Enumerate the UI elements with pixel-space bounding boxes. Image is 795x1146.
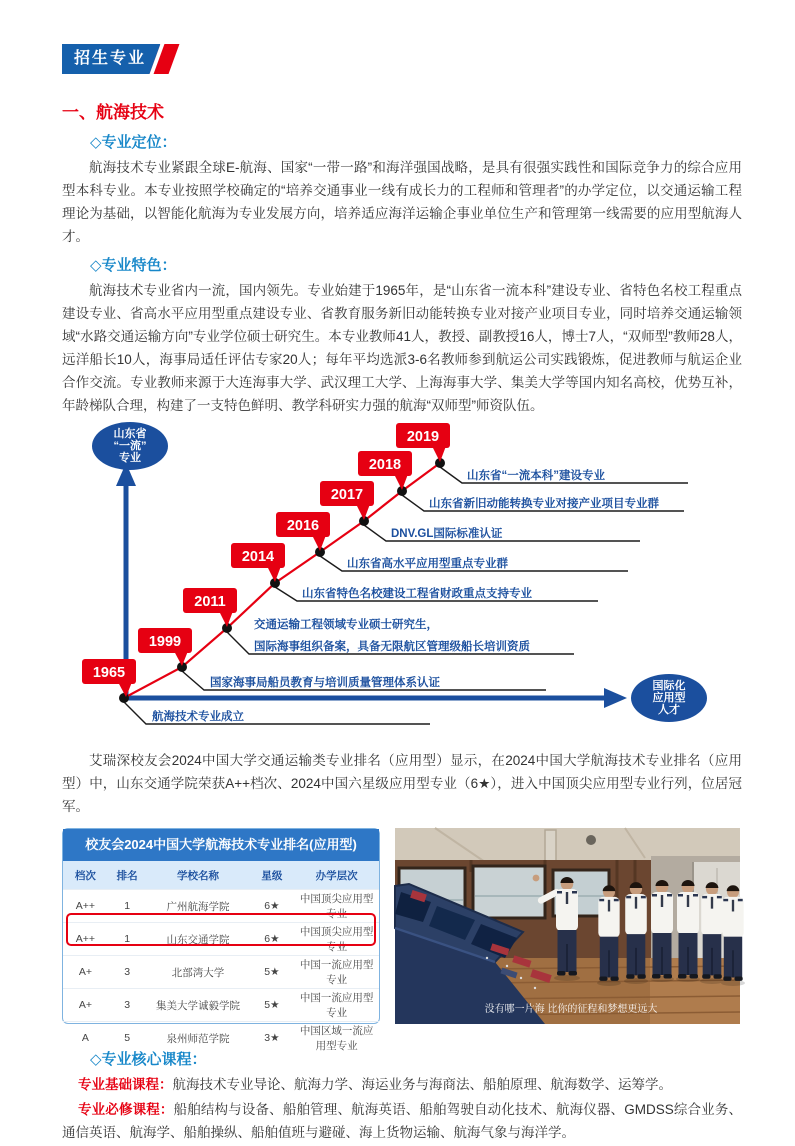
header-cell-level: 办学层次 (294, 861, 379, 890)
svg-text:2019: 2019 (406, 429, 440, 445)
header-cell-school: 学校名称 (147, 861, 250, 890)
badge-red-slash-decoration (150, 44, 180, 74)
table-row (63, 956, 379, 989)
svg-text:1999: 1999 (148, 634, 182, 650)
growth-line (124, 463, 440, 698)
cell: A (63, 1022, 108, 1055)
end-oval-line1: 国际化 (652, 680, 686, 692)
ranking-table-header-row (63, 861, 379, 890)
table-row (63, 989, 379, 1022)
brochure-page (62, 44, 742, 1146)
milestone-timeline-diagram (62, 419, 742, 741)
ranking-paragraph: 艾瑞深校友会2024中国大学交通运输类专业排名（应用型）显示，在2024中国大学航海技术专业排名（应用型）中，山东交通学院荣获A++档次、2024中国六星级应用型专业（6★），进入中国顶尖应用型专业行列，位居冠军。 (62, 753, 742, 814)
year-badge-1965 (82, 659, 136, 697)
milestone-label-2018: 山东省新旧动能转换专业对接产业项目专业群 (429, 498, 659, 510)
figures-row (62, 828, 742, 1052)
milestone-label-2019: 山东省“一流本科”建设专业 (467, 470, 605, 482)
milestone-label-2011-line2: 国际海事组织备案，具备无限航区管理级船长培训资质 (254, 641, 530, 653)
right-arrowhead-icon (604, 688, 627, 708)
year-badge-2014 (231, 543, 285, 582)
section-title: 一、航海技术 (62, 103, 164, 122)
student-figure (625, 882, 647, 979)
end-oval-line3: 人才 (658, 704, 680, 716)
basic-courses-line (62, 1073, 742, 1096)
header-cell-grade: 档次 (63, 861, 108, 890)
positioning-paragraph: 航海技术专业紧跟全球E-航海、国家“一带一路”和海洋强国战略，是具有很强实践性和国际竞争力的综合应用型本科专业。本专业按照学校确定的“培养交通事业一线有成长力的工程师和管理者”的办学定位，以交通运输工程理论为基础，以智能化航海为专业发展方向，培养适应海洋运输企事业单位生产和管理第一线需要的应用型航海人才。 (62, 160, 742, 244)
features-paragraph: 航海技术专业省内一流，国内领先。专业始建于1965年，是“山东省一流本科”建设专业、省特色名校工程重点建设专业、省高水平应用型重点建设专业、省教育服务新旧动能转换专业对接产业项目专业，同时培养交通运输领域“水路交通运输方向”专业学位硕士研究生。本专业教师41人，教授、副教授16人，博士7人，“双师型”教师28人，远洋船长10人，海事局适任评估专家20人；每年平均选派3-6名教师参到航运公司实践锻炼，促进教师与航运企业合作交流。专业教师来源于大连海事大学、武汉理工大学、上海海事大学、集美大学等国内知名高校，优势互补，年龄梯队合理，构建了一支特色鲜明、教学科研实力强的航海“双师型”师资队伍。 (62, 283, 742, 413)
milestone-label-2014: 山东省特色名校建设工程省财政重点支持专业 (302, 588, 532, 600)
header-cell-rank: 排名 (108, 861, 147, 890)
table-row-highlighted (63, 923, 379, 956)
cell: 泉州师范学院 (147, 1022, 250, 1055)
people-group (533, 875, 745, 986)
cell: 中国顶尖应用型专业 (294, 890, 379, 923)
svg-text:2016: 2016 (286, 518, 320, 534)
milestone-label-2016: 山东省高水平应用型重点专业群 (347, 558, 508, 570)
cell: 5★ (250, 989, 295, 1022)
student-figure (598, 885, 619, 981)
header-cell-star: 星级 (250, 861, 295, 890)
svg-text:2017: 2017 (330, 487, 364, 503)
basic-courses-label: 专业基础课程： (78, 1077, 173, 1092)
svg-text:1965: 1965 (92, 665, 126, 681)
ranking-table-card (62, 828, 380, 1052)
start-oval-shandong-first-class (92, 422, 168, 470)
cell: 中国区域一流应用型专业 (294, 1022, 379, 1055)
cell: 3 (108, 989, 147, 1022)
cell: 中国顶尖应用型专业 (294, 923, 379, 956)
features-heading: ◇专业特色： (90, 257, 177, 274)
cell: 6★ (250, 890, 295, 923)
table-row (63, 1022, 379, 1055)
required-courses-line (62, 1098, 742, 1144)
core-courses-section (62, 1048, 742, 1144)
cell: A+ (63, 989, 108, 1022)
milestone-label-1965: 航海技术专业成立 (152, 711, 244, 723)
cell: 5 (108, 1022, 147, 1055)
svg-text:2018: 2018 (368, 457, 402, 473)
ranking-table-title: 校友会2024中国大学航海技术专业排名(应用型) (63, 829, 379, 861)
end-oval-line2: 应用型 (652, 692, 686, 704)
milestone-label-1999: 国家海事局船员教育与培训质量管理体系认证 (210, 677, 440, 689)
student-figure (677, 880, 699, 979)
cell: 山东交通学院 (147, 923, 250, 956)
required-courses-text: 船舶结构与设备、船舶管理、航海英语、船舶驾驶自动化技术、航海仪器、GMDSS综合业务、通信英语、航海学、船舶操纵、船舶值班与避碰、海上货物运输、航海气象与海洋学。 (62, 1102, 742, 1140)
table-row (63, 890, 379, 923)
cell: 3★ (250, 1022, 295, 1055)
cell: A++ (63, 923, 108, 956)
svg-text:2011: 2011 (194, 594, 226, 610)
start-oval-line2: “一流” (113, 440, 147, 452)
enrollment-badge (62, 44, 160, 74)
year-badge-2011 (183, 588, 237, 627)
cell: 北部湾大学 (147, 956, 250, 989)
student-figure (722, 885, 743, 981)
basic-courses-text: 航海技术专业导论、航海力学、海运业务与海商法、船舶原理、航海数学、运筹学。 (172, 1077, 672, 1092)
cell: 5★ (250, 956, 295, 989)
cell: A++ (63, 890, 108, 923)
cell: 集美大学诚毅学院 (147, 989, 250, 1022)
milestone-label-2017: DNV.GL国际标准认证 (391, 528, 503, 540)
enrollment-badge-label: 招生专业 (74, 50, 147, 67)
year-badge-1999 (138, 628, 192, 666)
cell: 1 (108, 890, 147, 923)
photo-caption: 没有哪一片海 比你的征程和梦想更远大 (484, 1004, 658, 1015)
student-figure (651, 880, 673, 979)
core-courses-heading: ◇专业核心课程： (90, 1051, 207, 1068)
ranking-table (63, 861, 379, 1054)
svg-text:2014: 2014 (241, 549, 275, 565)
positioning-heading: ◇专业定位： (90, 134, 177, 151)
cell: 6★ (250, 923, 295, 956)
cell: 广州航海学院 (147, 890, 250, 923)
bridge-simulator-photo (395, 828, 740, 1024)
cell: 3 (108, 956, 147, 989)
start-oval-line3: 专业 (119, 452, 141, 464)
cell: 中国一流应用型专业 (294, 989, 379, 1022)
milestone-label-2011-line1: 交通运输工程领域专业硕士研究生， (254, 619, 438, 631)
cell: A+ (63, 956, 108, 989)
end-oval-international-talent (631, 674, 707, 722)
student-figure (701, 882, 723, 979)
cell: 中国一流应用型专业 (294, 956, 379, 989)
cell: 1 (108, 923, 147, 956)
start-oval-line1: 山东省 (113, 428, 147, 440)
required-courses-label: 专业必修课程： (78, 1102, 174, 1117)
